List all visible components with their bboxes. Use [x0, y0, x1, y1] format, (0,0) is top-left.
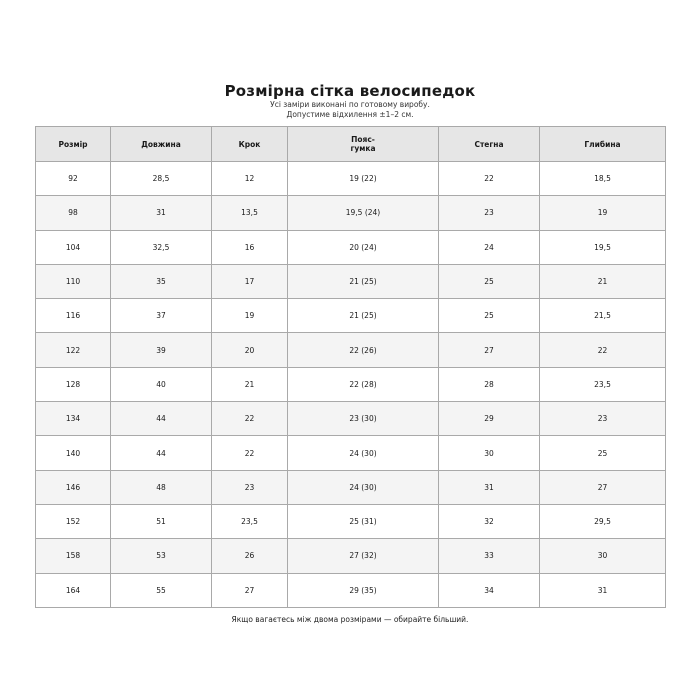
rise-cell: 19,5	[540, 230, 666, 264]
inseam-cell: 13,5	[212, 196, 288, 230]
size-cell: 110	[36, 264, 111, 298]
rise-cell: 21	[540, 264, 666, 298]
hips-cell: 23	[439, 196, 540, 230]
table-row	[36, 162, 666, 196]
table-row	[36, 299, 666, 333]
length-cell: 35	[111, 264, 212, 298]
table-row	[36, 230, 666, 264]
length-cell: 53	[111, 539, 212, 573]
hips-cell: 27	[439, 333, 540, 367]
length-cell: 28,5	[111, 162, 212, 196]
subtitle-tolerance-note: Допустиме відхилення ±1–2 см.	[286, 110, 414, 119]
inseam-cell: 17	[212, 264, 288, 298]
length-cell: 37	[111, 299, 212, 333]
rise-cell: 31	[540, 573, 666, 607]
rise-cell: 21,5	[540, 299, 666, 333]
table-row	[36, 539, 666, 573]
inseam-cell: 21	[212, 367, 288, 401]
waistband-cell: 23 (30)	[288, 402, 439, 436]
hips-cell: 34	[439, 573, 540, 607]
inseam-cell: 12	[212, 162, 288, 196]
page-title: Розмірна сітка велосипедок	[224, 82, 476, 100]
table-row	[36, 333, 666, 367]
waistband-cell: 24 (30)	[288, 470, 439, 504]
table-row	[36, 367, 666, 401]
header-size: Розмір	[36, 127, 111, 162]
hips-cell: 33	[439, 539, 540, 573]
size-cell: 98	[36, 196, 111, 230]
table-row	[36, 504, 666, 538]
length-cell: 55	[111, 573, 212, 607]
inseam-cell: 23	[212, 470, 288, 504]
hips-cell: 22	[439, 162, 540, 196]
length-cell: 31	[111, 196, 212, 230]
waistband-cell: 22 (26)	[288, 333, 439, 367]
footnote: Якщо вагаєтесь між двома розмірами — обирайте більший.	[231, 615, 469, 624]
header-hips: Стегна	[439, 127, 540, 162]
size-cell: 128	[36, 367, 111, 401]
length-cell: 32,5	[111, 230, 212, 264]
length-cell: 44	[111, 402, 212, 436]
hips-cell: 28	[439, 367, 540, 401]
inseam-cell: 23,5	[212, 504, 288, 538]
rise-cell: 18,5	[540, 162, 666, 196]
waistband-cell: 22 (28)	[288, 367, 439, 401]
table-row	[36, 573, 666, 607]
hips-cell: 32	[439, 504, 540, 538]
length-cell: 40	[111, 367, 212, 401]
hips-cell: 25	[439, 264, 540, 298]
table-header-row	[36, 127, 666, 162]
waistband-cell: 21 (25)	[288, 264, 439, 298]
hips-cell: 29	[439, 402, 540, 436]
rise-cell: 27	[540, 470, 666, 504]
size-cell: 152	[36, 504, 111, 538]
table-row	[36, 402, 666, 436]
waistband-cell: 19 (22)	[288, 162, 439, 196]
rise-cell: 25	[540, 436, 666, 470]
rise-cell: 22	[540, 333, 666, 367]
waistband-cell: 25 (31)	[288, 504, 439, 538]
size-cell: 104	[36, 230, 111, 264]
waistband-cell: 19,5 (24)	[288, 196, 439, 230]
rise-cell: 19	[540, 196, 666, 230]
hips-cell: 30	[439, 436, 540, 470]
waistband-cell: 20 (24)	[288, 230, 439, 264]
table-row	[36, 264, 666, 298]
subtitle-measurements-note: Усі заміри виконані по готовому виробу.	[270, 100, 430, 109]
inseam-cell: 27	[212, 573, 288, 607]
hips-cell: 31	[439, 470, 540, 504]
inseam-cell: 16	[212, 230, 288, 264]
inseam-cell: 19	[212, 299, 288, 333]
length-cell: 48	[111, 470, 212, 504]
rise-cell: 29,5	[540, 504, 666, 538]
size-cell: 116	[36, 299, 111, 333]
waistband-cell: 29 (35)	[288, 573, 439, 607]
hips-cell: 25	[439, 299, 540, 333]
table-row	[36, 470, 666, 504]
size-cell: 92	[36, 162, 111, 196]
waistband-cell: 21 (25)	[288, 299, 439, 333]
size-cell: 164	[36, 573, 111, 607]
size-cell: 140	[36, 436, 111, 470]
header-length: Довжина	[111, 127, 212, 162]
length-cell: 39	[111, 333, 212, 367]
inseam-cell: 22	[212, 402, 288, 436]
rise-cell: 30	[540, 539, 666, 573]
size-cell: 122	[36, 333, 111, 367]
header-waistband: Пояс- гумка	[288, 127, 439, 162]
rise-cell: 23	[540, 402, 666, 436]
header-rise: Глибина	[540, 127, 666, 162]
waistband-cell: 24 (30)	[288, 436, 439, 470]
inseam-cell: 20	[212, 333, 288, 367]
size-cell: 146	[36, 470, 111, 504]
length-cell: 51	[111, 504, 212, 538]
table-row	[36, 436, 666, 470]
length-cell: 44	[111, 436, 212, 470]
hips-cell: 24	[439, 230, 540, 264]
size-cell: 134	[36, 402, 111, 436]
table-row	[36, 196, 666, 230]
table-body	[36, 162, 666, 608]
waistband-cell: 27 (32)	[288, 539, 439, 573]
size-table	[35, 126, 666, 608]
inseam-cell: 22	[212, 436, 288, 470]
inseam-cell: 26	[212, 539, 288, 573]
rise-cell: 23,5	[540, 367, 666, 401]
size-cell: 158	[36, 539, 111, 573]
header-inseam: Крок	[212, 127, 288, 162]
